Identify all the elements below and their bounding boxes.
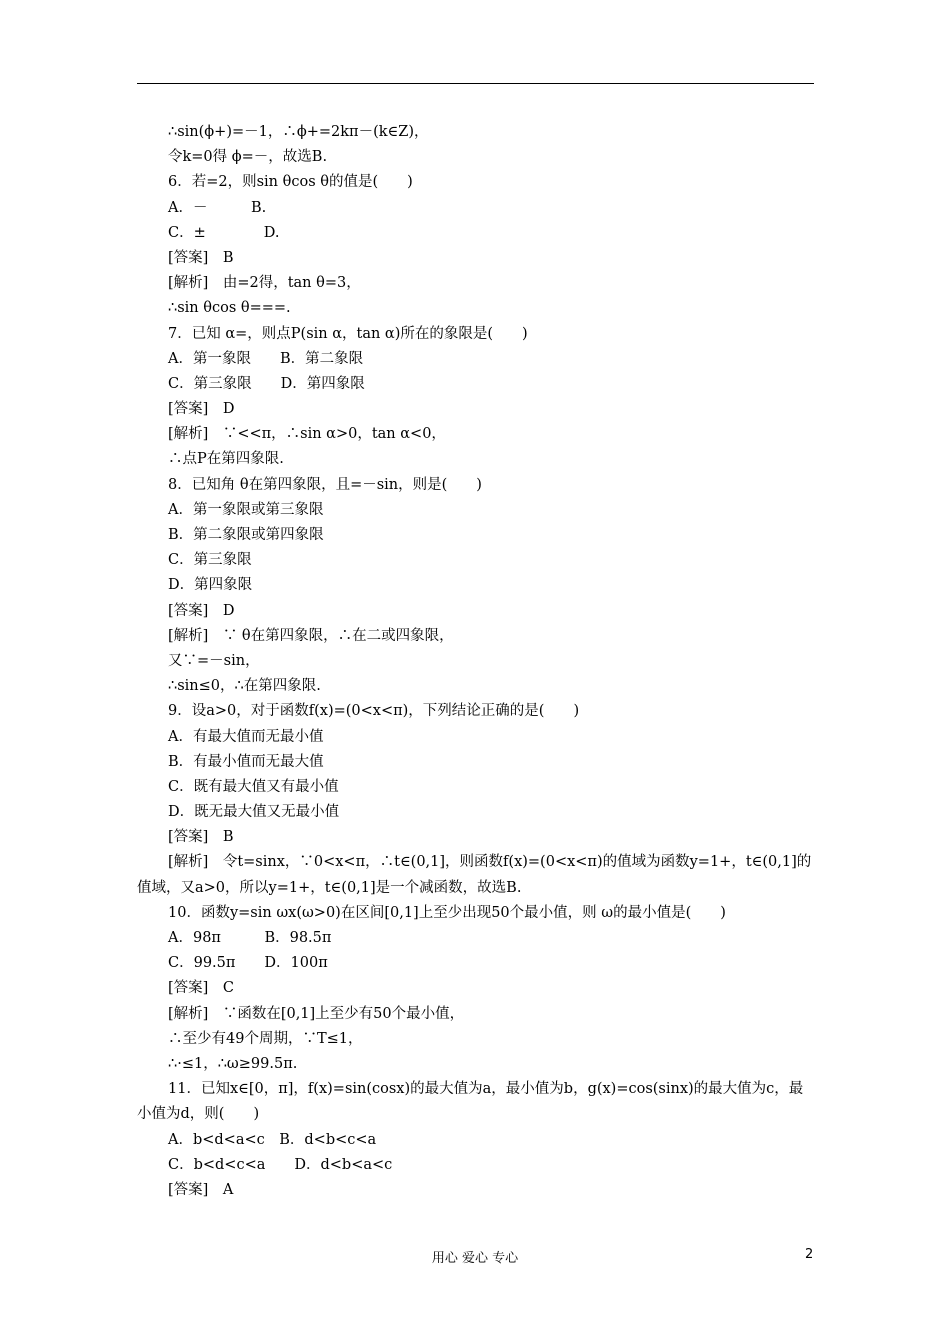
text-line: [解析] ∵ θ在第四象限，∴在二或四象限， <box>168 627 454 644</box>
text-line: 8．已知角 θ在第四象限，且=－sin，则是( ) <box>168 476 482 493</box>
text-line: C．既有最大值又有最小值 <box>168 778 339 795</box>
text-line: [答案] B <box>168 829 234 846</box>
text-line: ∴至少有49个周期，∵T≤1， <box>168 1030 363 1047</box>
text-line: C．第三象限 <box>168 552 252 569</box>
text-line: D．第四象限 <box>168 577 253 594</box>
text-line: C．99.5π D．100π <box>168 955 328 972</box>
text-line: [答案] C <box>168 980 234 997</box>
text-line: 11．已知x∈[0，π]，f(x)=sin(cosx)的最大值为a，最小值为b，g(x)=cos(sinx)的最大值为c，最小值为d，则( ) <box>137 1081 804 1123</box>
text-line: [答案] D <box>168 602 235 619</box>
text-line: [答案] A <box>168 1181 234 1198</box>
text-line: ∴点P在第四象限. <box>168 451 284 468</box>
text-line: C．b<d<c<a D．d<b<a<c <box>168 1156 393 1173</box>
text-line: 9．设a>0，对于函数f(x)=(0<x<π)，下列结论正确的是( ) <box>168 703 580 720</box>
text-line: A．－ B. <box>168 199 267 216</box>
text-line: B．第二象限或第四象限 <box>168 527 324 543</box>
text-line: 10．函数y=sin ωx(ω>0)在区间[0,1]上至少出现50个最小值，则 ω的最小值是( ) <box>168 904 726 921</box>
text-line: 6．若=2，则sin θcos θ的值是( ) <box>168 174 413 191</box>
text-line: [解析] ∵函数在[0,1]上至少有50个最小值， <box>168 1005 465 1022</box>
text-line: A．第一象限 B．第二象限 <box>168 350 364 367</box>
text-line: [解析] 由=2得，tan θ=3， <box>168 275 361 292</box>
text-line: [解析] 令t=sinx，∵0<x<π，∴t∈(0,1]，则函数f(x)=(0<x<π)的值域为函数y=1+，t∈(0,1]的值域，又a>0，所以y=1+，t∈(0,1]是一个减函数，故选B. <box>137 854 812 896</box>
page-number: 2 <box>805 1247 814 1262</box>
text-line: 又∵=－sin， <box>168 652 260 669</box>
text-line: [解析] ∵<<π，∴sin α>0，tan α<0， <box>168 426 446 443</box>
text-line: B．有最小值而无最大值 <box>168 753 324 770</box>
text-line: C．第三象限 D．第四象限 <box>168 375 365 392</box>
text-line: [答案] D <box>168 401 235 418</box>
text-line: ∴·≤1，∴ω≥99.5π. <box>168 1055 298 1072</box>
document-body <box>137 120 814 1203</box>
text-line: ∴sin≤0，∴在第四象限. <box>168 678 321 695</box>
text-line: A．b<d<a<c B．d<b<c<a <box>168 1131 377 1148</box>
header-rule <box>137 83 814 84</box>
text-line: 7．已知 α=，则点P(sin α，tan α)所在的象限是( ) <box>168 325 528 342</box>
text-line: C．± D. <box>168 224 280 241</box>
text-line: A．有最大值而无最小值 <box>168 728 324 745</box>
text-line: A．98π B．98.5π <box>168 930 332 947</box>
text-line: D．既无最大值又无最小值 <box>168 804 340 821</box>
text-line: 令k=0得 ϕ=－，故选B. <box>168 149 328 166</box>
text-line: ∴sin(ϕ+)=－1，∴ϕ+=2kπ－(k∈Z)， <box>168 124 429 140</box>
text-line: [答案] B <box>168 249 234 266</box>
text-line: A．第一象限或第三象限 <box>168 501 324 518</box>
page-footer: 用心 爱心 专心 <box>431 1251 519 1266</box>
text-line: ∴sin θcos θ===. <box>168 300 291 317</box>
